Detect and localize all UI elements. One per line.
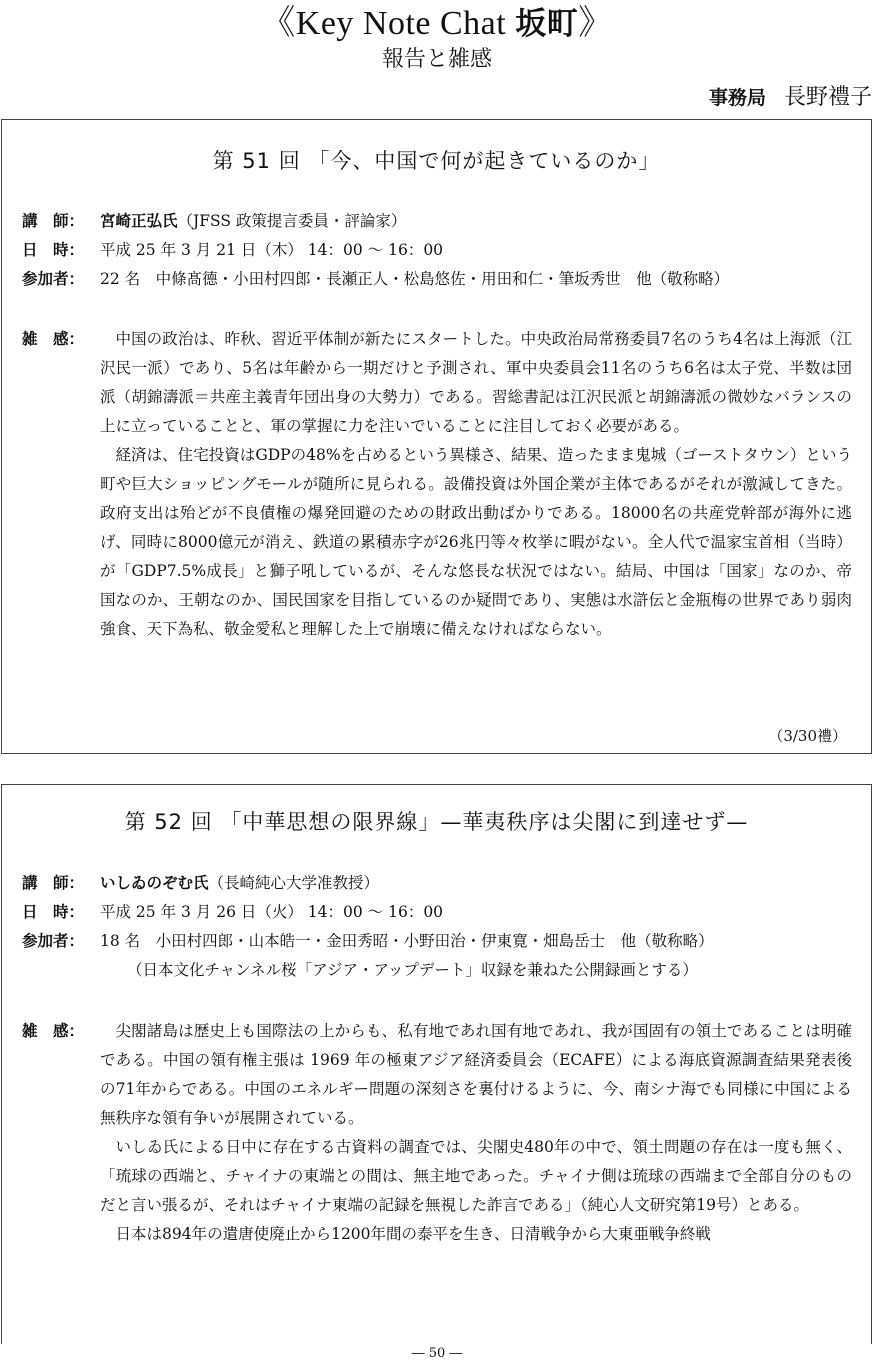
session-52-body — [100, 1017, 852, 1249]
session-52-lecturer — [22, 869, 857, 898]
author-line — [709, 84, 872, 111]
lecturer-role: （JFSS 政策提言委員・評論家） — [177, 212, 407, 230]
participants-value: 18 名 小田村四郎・山本皓一・金田秀昭・小野田治・伊東寛・畑島岳士 他（敬称略） — [100, 932, 714, 950]
author-org: 事務局 — [708, 87, 766, 109]
title-kanji: 坂町 — [515, 6, 579, 42]
date-label: 日 時： — [22, 241, 85, 259]
participants-label: 参加者： — [22, 932, 85, 950]
session-51-title: 第 51 回 「今、中国で何が起きているのか」 — [212, 149, 661, 173]
author-name: 長野禮子 — [783, 85, 872, 110]
participants-value: 22 名 中條髙德・小田村四郎・長瀬正人・松島悠佐・用田和仁・筆坂秀世 他（敬称略） — [100, 270, 730, 288]
session-52-body-label: 雑 感： — [22, 1022, 85, 1040]
paragraph: 経済は、住宅投資はGDPの48%を占めるという異様さ、結果、造ったまま鬼城（ゴーストタウン）という町や巨大ショッピングモールが随所に見られる。設備投資は外国企業が主体であるがそれが激減してきた。政府支出は殆どが不良債権の爆発回避のための財政出動ばかりである。18000名の共産党幹部が海外に逃げ、同時に8000億元が消え、鉄道の累積赤字が26兆円等々枚挙に暇がない。全人代で温家宝首相（当時）が「GDP7.5%成長」と獅子吼しているが、そんな悠長な状況ではない。結局、中国は「国家」なのか、帝国なのか、王朝なのか、国民国家を目指しているのか疑問であり、実態は水滸伝と金瓶梅の世界であり弱肉強食、天下為私、敬金愛私と理解した上で崩壊に備えなければならない。 — [100, 446, 852, 638]
session-52-title: 第 52 回 「中華思想の限界線」—華夷秩序は尖閣に到達せず— — [124, 810, 749, 834]
lecturer-name: いしゐのぞむ氏 — [100, 874, 209, 892]
lecturer-label: 講 師： — [22, 212, 85, 230]
session-51-box — [1, 119, 872, 754]
paragraph: 日本は894年の遣唐使廃止から1200年間の泰平を生き、日清戦争から大東亜戦争終戦 — [115, 1225, 711, 1243]
page-title — [0, 4, 874, 44]
page-number: ― 50 ― — [411, 1346, 463, 1361]
paragraph: いしゐ氏による日中に存在する古資料の調査では、尖閣史480年の中で、領土問題の存在は一度も無く、「琉球の西端と、チャイナの東端との間は、無主地であった。チャイナ側は琉球の西端まで全部自分のものだと言い張るが、それはチャイナ東端の記録を無視した詐言である」（純心人文研究第19号）とある。 — [100, 1138, 852, 1214]
title-suffix: 》 — [578, 5, 613, 42]
session-51-participants — [22, 265, 857, 294]
paragraph: 中国の政治は、昨秋、習近平体制が新たにスタートした。中央政治局常務委員7名のうち4名は上海派（江沢民一派）であり、5名は年齢から一期だけと予測され、軍中央委員会11名のうち6名は太子党、半数は団派（胡錦濤派＝共産主義青年団出身の大勢力）である。習総書記は江沢民派と胡錦濤派の微妙なバランスの上に立っていることと、軍の掌握に力を注いでいることに注目しておく必要がある。 — [100, 330, 852, 435]
session-51-body — [100, 325, 852, 644]
participants-label: 参加者： — [22, 270, 85, 288]
session-52-date — [22, 898, 857, 927]
title-prefix: 《Key Note Chat — [261, 5, 516, 42]
session-51-body-label: 雑 感： — [22, 330, 85, 348]
session-51-date — [22, 236, 857, 265]
page-subtitle: 報告と雑感 — [381, 47, 492, 72]
session-51-lecturer — [22, 207, 857, 236]
lecturer-role: （長崎純心大学准教授） — [208, 874, 380, 892]
paragraph: 尖閣諸島は歴史上も国際法の上からも、私有地であれ国有地であれ、我が国固有の領土であることは明確である。中国の領有権主張は 1969 年の極東アジア経済委員会（ECAFE）による海底資源調査結果発表後の71年からである。中国のエネルギー問題の深刻さを裏付けるように、今、南シナ海でも同様に中国による無秩序な領有争いが展開されている。 — [100, 1022, 852, 1127]
date-value: 平成 25 年 3 月 26 日（火） 14：00 〜 16：00 — [100, 903, 444, 921]
session-52-participants-note: （日本文化チャンネル桜「アジア・アップデート」収録を兼ねた公開録画とする） — [127, 961, 698, 979]
session-51-signoff: （3/30禮） — [768, 727, 847, 745]
lecturer-label: 講 師： — [22, 874, 85, 892]
session-52-box — [1, 784, 872, 1344]
lecturer-name: 宮崎正弘氏 — [100, 212, 178, 230]
date-label: 日 時： — [22, 903, 85, 921]
session-52-participants — [22, 927, 857, 956]
date-value: 平成 25 年 3 月 21 日（木） 14：00 〜 16：00 — [100, 241, 444, 259]
